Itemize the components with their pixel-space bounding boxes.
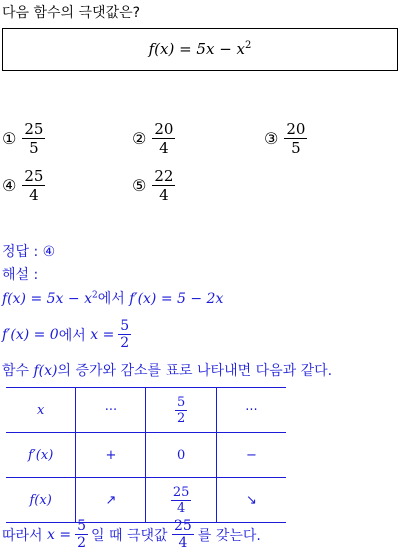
choice-3[interactable] — [264, 120, 307, 157]
choice-fraction — [284, 120, 307, 157]
cell-fraction — [175, 395, 187, 426]
denominator: 4 — [176, 500, 186, 516]
explanation-label: 해설 : — [2, 267, 39, 283]
choice-number: ④ — [2, 176, 17, 195]
table-cell — [146, 388, 216, 433]
increase-decrease-table — [6, 387, 286, 523]
connector-text: 에서 — [97, 291, 130, 307]
conclusion-end: 를 갖는다. — [197, 527, 261, 544]
sentence-start: 함수 — [2, 363, 34, 379]
sentence-end: 의 증가와 감소를 표로 나타내면 다음과 같다. — [57, 363, 333, 379]
formula-exp: 2 — [245, 40, 252, 51]
formula — [3, 40, 397, 58]
table-cell: ··· — [76, 388, 146, 433]
solution-line-1 — [2, 288, 223, 308]
table-cell: ··· — [216, 388, 286, 433]
conclusion-line — [2, 518, 261, 551]
denominator: 2 — [120, 335, 130, 351]
critical-var: x = — [90, 326, 115, 343]
table-cell: x — [6, 388, 76, 433]
solution-line-3 — [2, 360, 332, 380]
table-row — [6, 478, 286, 523]
numerator: 22 — [154, 167, 174, 185]
table-cell: + — [76, 433, 146, 478]
numerator: 5 — [176, 394, 186, 410]
table-cell: − — [216, 433, 286, 478]
choice-fraction — [22, 167, 45, 204]
connector-text: 에서 — [58, 327, 91, 344]
choice-number: ① — [2, 129, 17, 148]
numerator: 20 — [286, 120, 306, 138]
formula-rhs: = 5x − x — [174, 40, 245, 58]
critical-fraction — [118, 318, 131, 351]
choice-number: ② — [132, 129, 147, 148]
denominator: 4 — [159, 139, 169, 157]
derivative-source: f(x) = 5x − x — [2, 291, 92, 307]
choice-5[interactable] — [132, 167, 175, 204]
function-symbol: f(x) — [33, 363, 58, 379]
numerator: 25 — [174, 518, 192, 534]
choice-2[interactable] — [132, 120, 175, 157]
table-row — [6, 433, 286, 478]
cell-fraction — [171, 485, 192, 516]
conclusion-var: x = — [47, 526, 72, 543]
choice-fraction — [152, 167, 175, 204]
choice-4[interactable] — [2, 167, 45, 204]
solution-line-2 — [2, 318, 131, 351]
conclusion-mid: 일 때 극댓값 — [91, 527, 173, 544]
numerator: 20 — [154, 120, 174, 138]
numerator: 25 — [24, 167, 44, 185]
denominator: 4 — [159, 186, 169, 204]
table-cell: f(x) — [6, 478, 76, 523]
question-text: 다음 함수의 극댓값은? — [2, 5, 141, 21]
table-cell: 0 — [146, 433, 216, 478]
choice-number: ⑤ — [132, 176, 147, 195]
table-cell — [146, 478, 216, 523]
denominator: 2 — [77, 535, 87, 551]
numerator: 5 — [77, 518, 87, 534]
conclusion-fraction-1 — [75, 518, 88, 551]
choice-fraction — [22, 120, 45, 157]
numerator: 25 — [172, 484, 190, 500]
derivative-result: f′(x) = 5 − 2x — [129, 291, 224, 307]
exponent: 2 — [91, 290, 98, 301]
increasing-arrow-icon: ↗ — [76, 478, 146, 523]
answer: 정답 : ④ — [2, 244, 56, 260]
conclusion-fraction-2 — [172, 518, 194, 551]
denominator: 5 — [291, 139, 301, 157]
numerator: 5 — [120, 318, 130, 334]
numerator: 25 — [24, 120, 44, 138]
formula-box — [2, 28, 398, 71]
denominator: 4 — [178, 535, 188, 551]
critical-equation: f′(x) = 0 — [2, 326, 59, 343]
conclusion-start: 따라서 — [2, 527, 48, 544]
denominator: 2 — [176, 410, 186, 426]
denominator: 5 — [29, 139, 39, 157]
choice-fraction — [152, 120, 175, 157]
formula-lhs: f(x) — [148, 40, 175, 58]
denominator: 4 — [29, 186, 39, 204]
table-cell: f′(x) — [6, 433, 76, 478]
choice-number: ③ — [264, 129, 279, 148]
table-row — [6, 388, 286, 433]
decreasing-arrow-icon: ↘ — [216, 478, 286, 523]
choice-1[interactable] — [2, 120, 45, 157]
